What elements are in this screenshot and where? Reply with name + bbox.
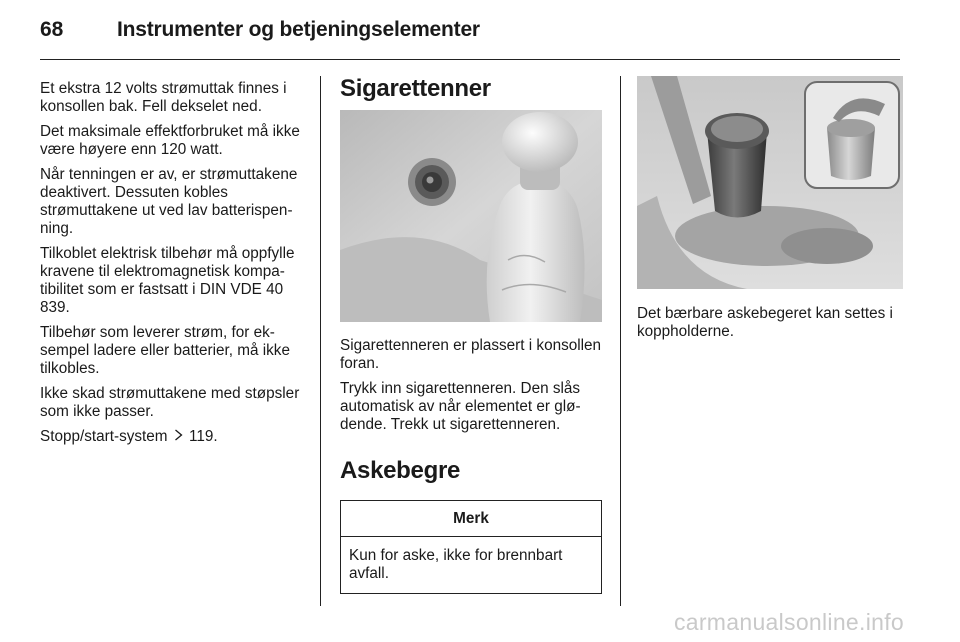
column-divider-2 xyxy=(620,76,621,606)
caption: Det bærbare askebegeret kan settes i koppholderne. xyxy=(637,305,893,340)
column-divider-1 xyxy=(320,76,321,606)
cigarette-lighter-photo xyxy=(340,110,602,322)
reference-arrow-icon xyxy=(174,428,183,446)
portable-ashtray-photo xyxy=(637,76,903,289)
paragraph: Sigarettenneren er plassert i konsollen foran. xyxy=(340,337,602,372)
paragraph: Når tenningen er av, er strømuttakene deaktivert. Dessuten kobles strømuttakene ut ved lav batterispenning. xyxy=(40,166,298,237)
note-body: Kun for aske, ikke for brennbart avfall. xyxy=(349,547,563,582)
paragraph: Trykk inn sigarettenneren. Den slås automatisk av når elementet er glødende. Trekk ut sigarettenneren. xyxy=(340,380,581,433)
page-number: 68 xyxy=(40,18,64,41)
paragraph: Ikke skad strømuttakene med støpsler som ikke passer. xyxy=(40,385,300,420)
column-3 xyxy=(637,76,903,348)
reference-text: Stopp/start-system xyxy=(40,428,168,445)
column-1 xyxy=(40,80,308,453)
cross-reference[interactable] xyxy=(40,428,308,446)
note-title: Merk xyxy=(341,501,601,537)
paragraph: Det maksimale effektforbruket må ikke være høyere enn 120 watt. xyxy=(40,123,300,158)
paragraph: Tilkoblet elektrisk tilbehør må oppfylle kravene til elektromagnetisk kompatibilitet som er fastsatt i DIN VDE 40 839. xyxy=(40,245,295,316)
header-rule xyxy=(40,59,900,60)
section-heading-ashtray: Askebegre xyxy=(340,457,461,484)
paragraph: Tilbehør som leverer strøm, for eksempel ladere eller batterier, må ikke tilkobles. xyxy=(40,324,290,377)
reference-page: 119. xyxy=(189,428,218,445)
column-2 xyxy=(340,74,602,594)
paragraph: Et ekstra 12 volts strømuttak finnes i konsollen bak. Fell dekselet ned. xyxy=(40,80,287,115)
watermark: carmanualsonline.info xyxy=(673,609,904,635)
note-box xyxy=(340,500,602,594)
section-heading-cigarette-lighter: Sigarettenner xyxy=(340,75,491,102)
page-title: Instrumenter og betjeningselementer xyxy=(117,18,480,41)
